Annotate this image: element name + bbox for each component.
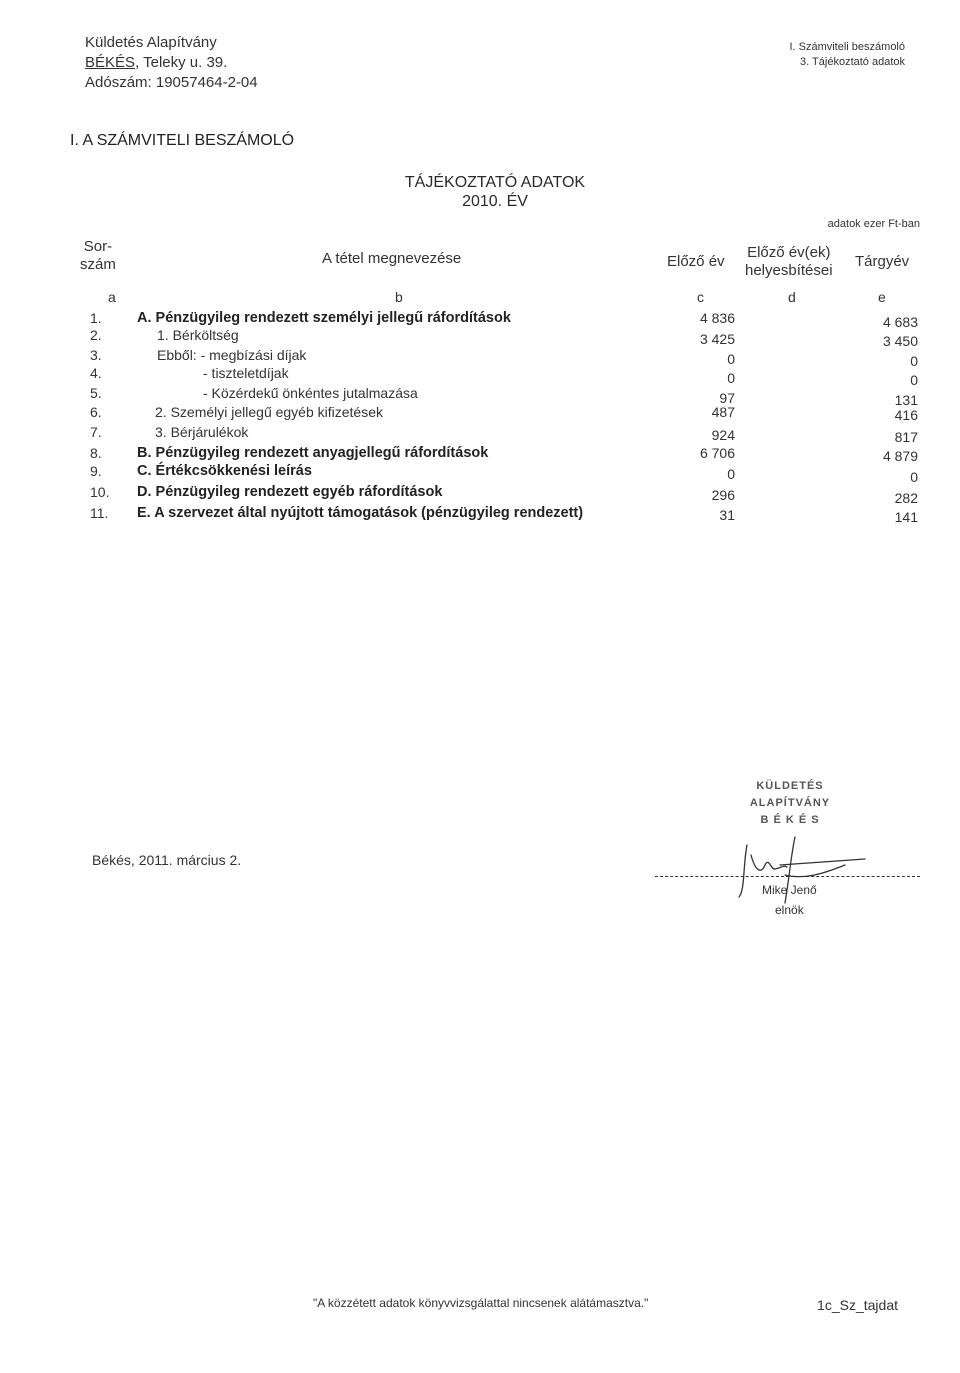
row-label: - Közérdekű önkéntes jutalmazása (203, 385, 418, 401)
document-year: 2010. ÉV (462, 193, 528, 210)
row-current-value: 416 (894, 407, 918, 423)
table-row (0, 445, 960, 464)
document-title: TÁJÉKOZTATÓ ADATOK (404, 174, 586, 191)
org-address (85, 53, 258, 73)
row-current-value: 0 (910, 353, 918, 369)
org-street: , Teleky u. 39. (135, 54, 228, 71)
column-letter-b: b (395, 289, 403, 305)
footer-document-code: 1c_Sz_tajdat (817, 1297, 898, 1313)
stamp-line-1: KÜLDETÉS (756, 780, 824, 792)
row-previous-value: 3 425 (699, 331, 735, 347)
column-letter-d: d (788, 289, 796, 305)
row-label: C. Értékcsökkenési leírás (137, 463, 312, 479)
column-letter-a: a (108, 289, 116, 305)
row-number: 6. (90, 404, 102, 420)
row-number: 8. (90, 445, 102, 461)
header-sorszam-line-2: szám (80, 256, 116, 273)
table-row (0, 484, 960, 506)
table-row (0, 385, 960, 408)
table-row (0, 365, 960, 388)
row-previous-value: 6 706 (699, 445, 735, 461)
organization-stamp (735, 778, 845, 829)
row-previous-value: 0 (727, 466, 735, 482)
row-number: 10. (90, 484, 110, 500)
org-name: Küldetés Alapítvány (85, 34, 217, 51)
row-current-value: 131 (894, 392, 918, 408)
signer-name: Mike Jenő (762, 883, 817, 897)
row-current-value: 0 (910, 469, 918, 485)
org-city: BÉKÉS (85, 54, 136, 71)
stamp-line-2: ALAPÍTVÁNY (749, 797, 831, 809)
org-taxid: Adószám: 19057464-2-04 (85, 74, 258, 91)
row-number: 3. (90, 347, 102, 363)
row-current-value: 141 (894, 509, 918, 525)
row-label: 3. Bérjárulékok (155, 424, 249, 440)
row-previous-value: 31 (719, 507, 735, 523)
unit-note: adatok ezer Ft-ban (827, 218, 920, 230)
row-label: E. A szervezet által nyújtott támogatások (pénzügyileg rendezett) (137, 505, 584, 521)
row-previous-value: 924 (711, 427, 735, 443)
row-number: 9. (90, 463, 102, 479)
row-number: 1. (90, 310, 102, 326)
row-label: - tiszteletdíjak (203, 365, 289, 381)
row-previous-value: 97 (719, 390, 735, 406)
table-row (0, 505, 960, 524)
reference-line-2: 3. Tájékoztató adatok (800, 56, 905, 68)
row-label: 1. Bérköltség (157, 327, 239, 343)
row-current-value: 4 879 (882, 448, 918, 464)
header-sorszam-line-1: Sor- (83, 238, 113, 255)
row-number: 4. (90, 365, 102, 381)
row-label: Ebből: - megbízási díjak (157, 347, 307, 363)
table-row (0, 347, 960, 369)
row-number: 11. (90, 505, 109, 521)
header-previous-year: Előző év (667, 253, 725, 270)
footer-note: "A közzétett adatok könyvvizsgálattal nincsenek alátámasztva." (313, 1296, 649, 1310)
row-label: 2. Személyi jellegű egyéb kifizetések (155, 404, 384, 420)
document-reference (789, 40, 905, 70)
document-title-block (400, 173, 590, 211)
row-label: B. Pénzügyileg rendezett anyagjellegű ráfordítások (137, 445, 489, 461)
table-row (0, 404, 960, 423)
row-number: 2. (90, 327, 102, 343)
row-number: 5. (90, 385, 102, 401)
row-previous-value: 0 (727, 351, 735, 367)
header-adjustments-line-1: Előző év(ek) (747, 244, 831, 261)
row-label: A. Pénzügyileg rendezett személyi jellegű ráfordítások (137, 310, 511, 326)
row-current-value: 817 (894, 429, 918, 445)
signer-role: elnök (775, 903, 804, 917)
row-current-value: 0 (910, 372, 918, 388)
row-previous-value: 296 (711, 487, 735, 503)
row-number: 7. (90, 424, 102, 440)
section-title: I. A SZÁMVITELI BESZÁMOLÓ (70, 132, 295, 149)
place-and-date: Békés, 2011. március 2. (92, 852, 242, 868)
header-current-year: Tárgyév (855, 253, 910, 270)
table-row (0, 424, 960, 443)
header-item-name: A tétel megnevezése (322, 250, 462, 267)
organization-block (85, 33, 258, 93)
column-letter-c: c (697, 289, 704, 305)
row-current-value: 4 683 (882, 314, 918, 330)
stamp-line-3: B É K É S (760, 814, 820, 826)
table-row (0, 327, 960, 349)
header-sorszam (80, 238, 116, 274)
header-adjustments (745, 244, 833, 280)
row-label: D. Pénzügyileg rendezett egyéb ráfordítások (137, 484, 443, 500)
row-previous-value: 0 (727, 370, 735, 386)
row-current-value: 282 (894, 490, 918, 506)
row-previous-value: 487 (711, 404, 735, 420)
row-current-value: 3 450 (882, 333, 918, 349)
reference-line-1: I. Számviteli beszámoló (789, 41, 905, 53)
table-row (0, 463, 960, 485)
row-previous-value: 4 836 (699, 310, 735, 326)
column-letter-e: e (878, 289, 886, 305)
header-adjustments-line-2: helyesbítései (745, 262, 833, 279)
